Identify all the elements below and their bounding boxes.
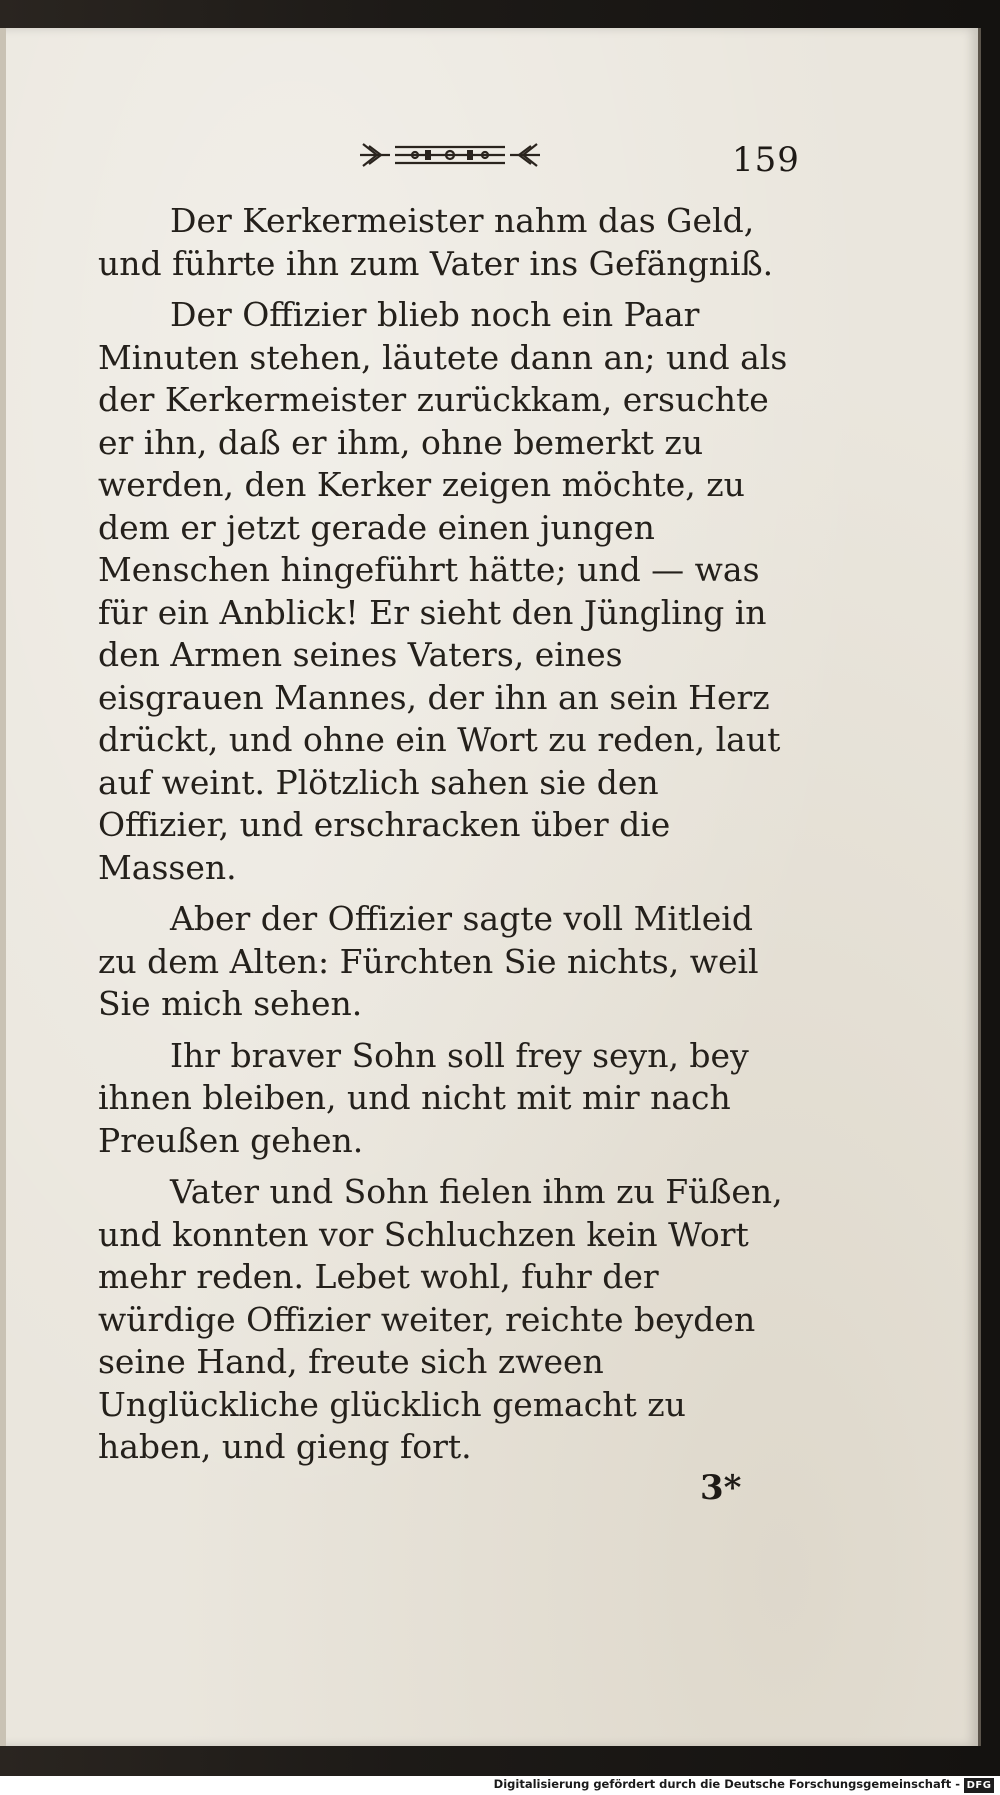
footer-credit: Digitalisierung gefördert durch die Deutsche Forschungsgemeinschaft - (493, 1777, 960, 1791)
paragraph: Aber der Offizier sagte voll Mitleid zu dem Alten: Fürchten Sie nichts, weil Sie mich sehen. (98, 899, 759, 1023)
paragraph: Der Offizier blieb noch ein Paar Minuten stehen, läutete dann an; und als der Kerkermeister zurückkam, ersuchte er ihn, daß er ihm, ohne bemerkt zu werden, den Kerker zeigen möchte, zu dem er jetzt gerade einen jungen Menschen hingeführt hätte; und — was für ein Anblick! Er sieht den Jüngling in den Armen seines Vaters, eines eisgrauen Mannes, der ihn an sein Herz drückt, und ohne ein Wort zu reden, laut auf weint. Plötzlich sahen sie den Offizier, und erschracken über die Massen. (98, 295, 788, 887)
dfg-logo-icon: DFG (964, 1778, 994, 1793)
paragraph: Der Kerkermeister nahm das Geld, und führte ihn zum Vater ins Gefängniß. (98, 201, 774, 283)
signature-mark: 3* (700, 1468, 742, 1508)
page-edge (0, 28, 6, 1746)
paragraph: Vater und Sohn fielen ihm zu Füßen, und konnten vor Schluchzen kein Wort mehr reden. Lebet wohl, fuhr der würdige Offizier weiter, reichte beyden seine Hand, freute sich zween Unglückliche glücklich gemacht zu haben, und gieng fort. (98, 1172, 783, 1466)
paragraph: Ihr braver Sohn soll frey seyn, bey ihnen bleiben, und nicht mit mir nach Preußen gehen. (98, 1035, 749, 1160)
body-text (98, 200, 788, 1478)
page-number: 159 (732, 140, 800, 180)
ornament-icon (355, 132, 545, 178)
